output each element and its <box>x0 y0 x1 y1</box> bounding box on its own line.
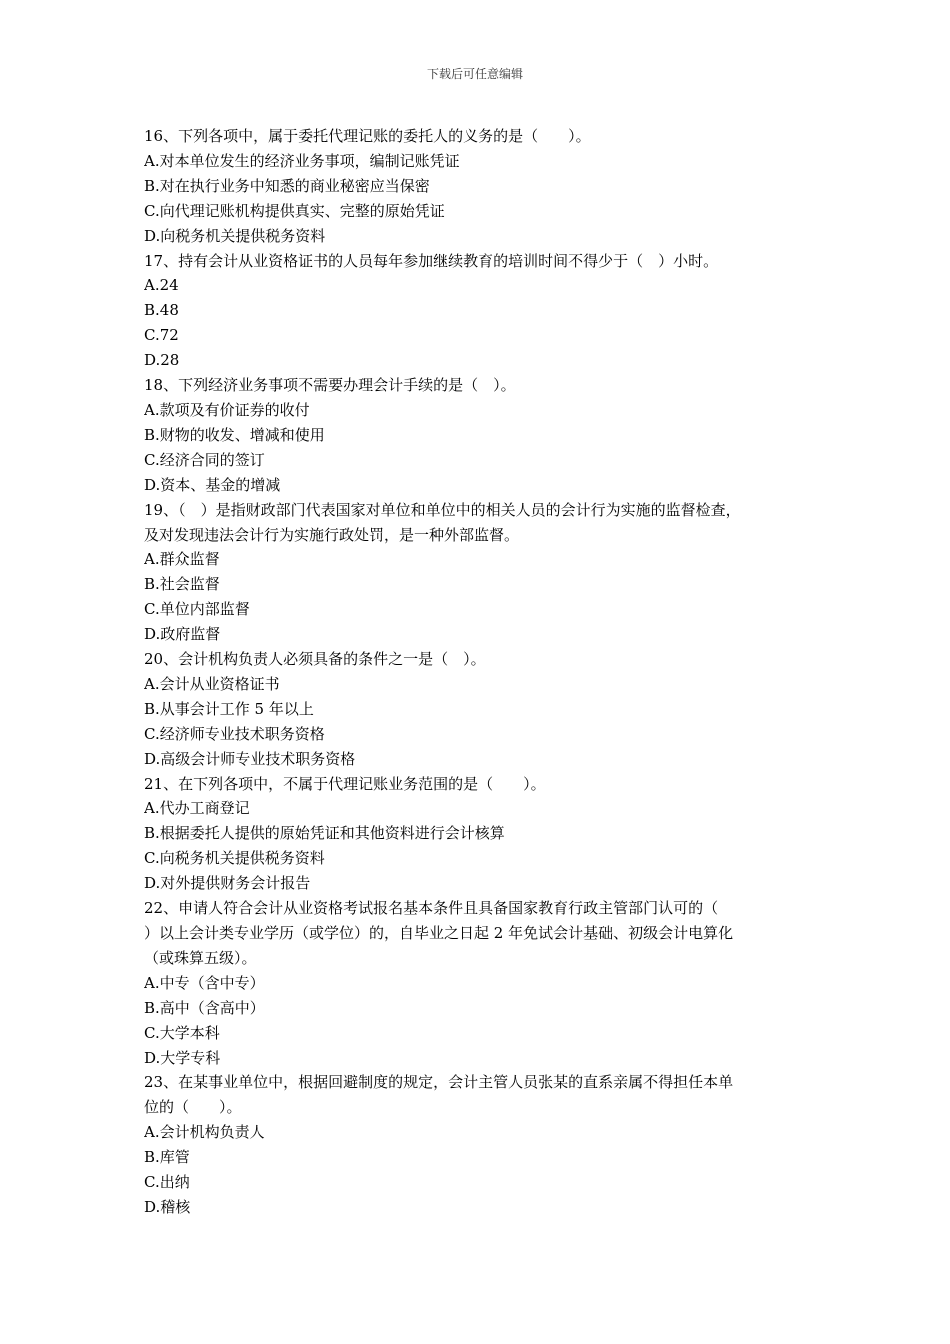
question-21-option-d: D.对外提供财务会计报告 <box>144 874 311 893</box>
question-16-option-c: C.向代理记账机构提供真实、完整的原始凭证 <box>144 201 445 220</box>
question-18-option-b: B.财物的收发、增减和使用 <box>144 425 325 444</box>
question-22-option-d: D.大学专科 <box>144 1048 221 1067</box>
question-17-stem: 17、持有会计从业资格证书的人员每年参加继续教育的培训时间不得少于（ ）小时。 <box>144 251 719 270</box>
question-20-option-d: D.高级会计师专业技术职务资格 <box>144 749 356 768</box>
question-19-option-a: A.群众监督 <box>144 550 220 569</box>
question-21-stem: 21、在下列各项中，不属于代理记账业务范围的是（ ）。 <box>144 774 546 793</box>
question-18-option-d: D.资本、基金的增减 <box>144 475 281 494</box>
question-19-stem-line-1: 19、（ ）是指财政部门代表国家对单位和单位中的相关人员的会计行为实施的监督检查， <box>144 500 741 519</box>
question-23-stem-line-2: 位的（ ）。 <box>144 1098 242 1117</box>
question-20-option-b: B.从事会计工作 5 年以上 <box>144 699 314 718</box>
question-17-option-d: D.28 <box>144 351 180 370</box>
question-16-option-b: B.对在执行业务中知悉的商业秘密应当保密 <box>144 176 430 195</box>
page-header: 下载后可任意编辑 <box>426 67 523 81</box>
question-23-option-a: A.会计机构负责人 <box>144 1123 265 1142</box>
question-16-option-d: D.向税务机关提供税务资料 <box>144 226 326 245</box>
question-16-option-a: A.对本单位发生的经济业务事项，编制记账凭证 <box>144 151 460 170</box>
question-23-option-b: B.库管 <box>144 1148 190 1167</box>
question-20-stem: 20、会计机构负责人必须具备的条件之一是（ ）。 <box>144 650 486 669</box>
question-22-option-a: A.中专（含中专） <box>144 973 265 992</box>
question-22-stem-line-2: ）以上会计类专业学历（或学位）的，自毕业之日起 2 年免试会计基础、初级会计电算化 <box>144 924 734 942</box>
question-21-option-a: A.代办工商登记 <box>144 799 250 818</box>
question-16-stem: 16、下列各项中，属于委托代理记账的委托人的义务的是（ ）。 <box>144 127 591 145</box>
question-17-option-a: A.24 <box>144 276 179 295</box>
question-17-option-c: C.72 <box>144 326 179 345</box>
question-20-option-c: C.经济师专业技术职务资格 <box>144 724 325 743</box>
question-19-option-d: D.政府监督 <box>144 625 221 644</box>
question-21-option-c: C.向税务机关提供税务资料 <box>144 849 325 868</box>
question-22-stem-line-1: 22、申请人符合会计从业资格考试报名基本条件且具备国家教育行政主管部门认可的（ <box>144 899 719 918</box>
question-20-option-a: A.会计从业资格证书 <box>144 674 280 693</box>
question-19-option-b: B.社会监督 <box>144 575 220 594</box>
question-23-option-c: C.出纳 <box>144 1173 190 1192</box>
document-body <box>144 124 820 1220</box>
question-21-option-b: B.根据委托人提供的原始凭证和其他资料进行会计核算 <box>144 824 505 843</box>
question-19-option-c: C.单位内部监督 <box>144 600 250 619</box>
question-22-option-c: C.大学本科 <box>144 1023 220 1042</box>
question-22-option-b: B.高中（含高中） <box>144 998 265 1017</box>
question-19-stem-line-2: 及对发现违法会计行为实施行政处罚，是一种外部监督。 <box>144 525 520 544</box>
question-18-stem: 18、下列经济业务事项不需要办理会计手续的是（ ）。 <box>144 376 516 395</box>
question-17-option-b: B.48 <box>144 301 179 320</box>
question-22-stem-line-3: （或珠算五级）。 <box>144 948 257 967</box>
question-23-option-d: D.稽核 <box>144 1197 191 1216</box>
question-18-option-a: A.款项及有价证券的收付 <box>144 400 310 419</box>
question-23-stem-line-1: 23、在某事业单位中，根据回避制度的规定，会计主管人员张某的直系亲属不得担任本单 <box>144 1073 734 1092</box>
question-18-option-c: C.经济合同的签订 <box>144 450 265 469</box>
